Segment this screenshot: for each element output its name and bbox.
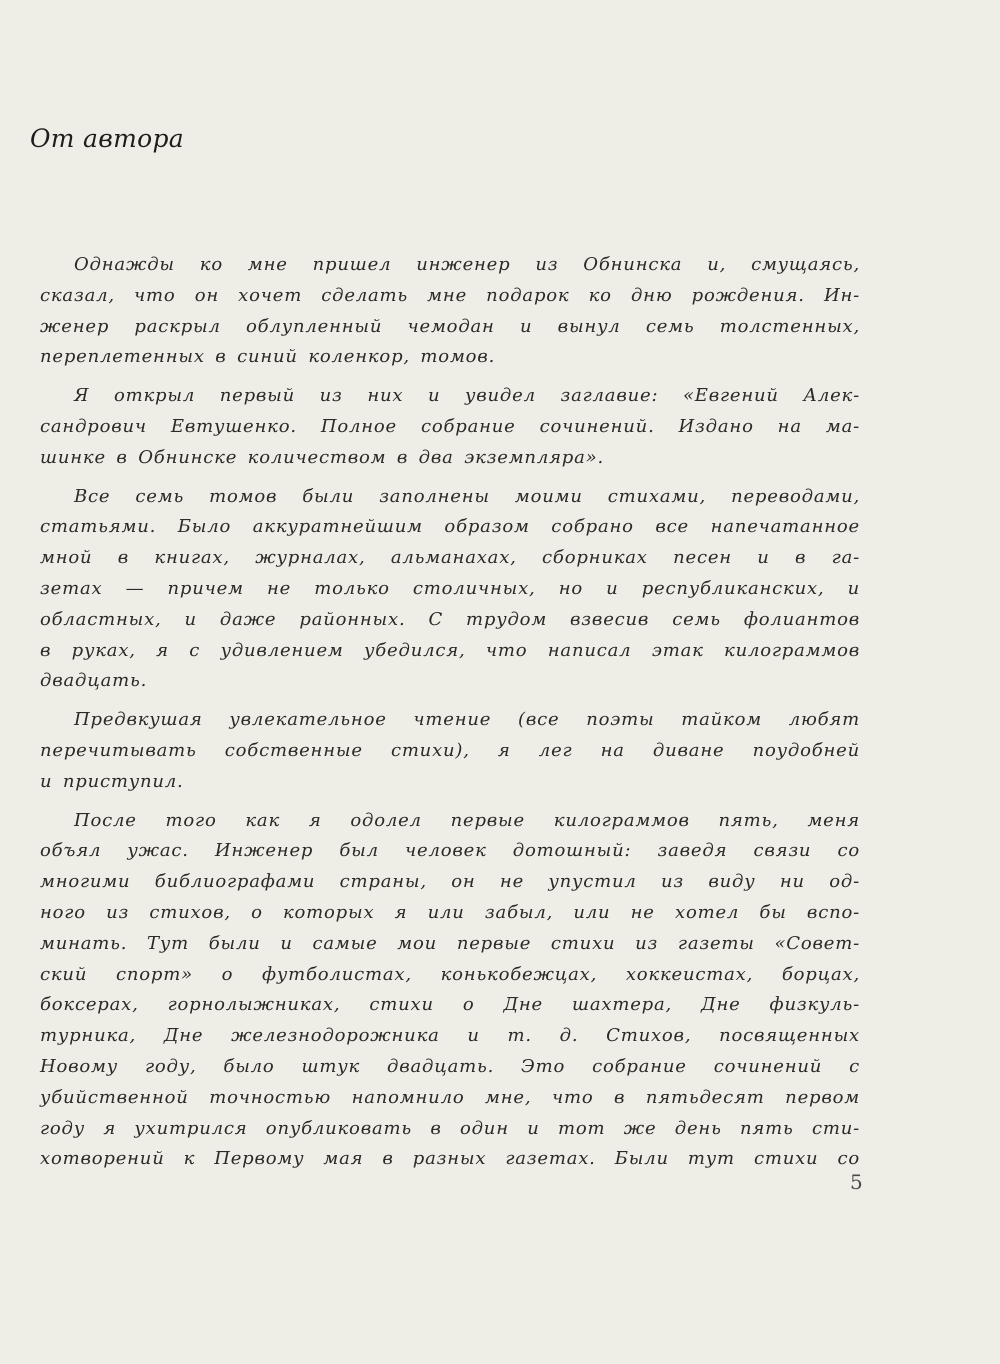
- text-line: боксерах, горнолыжниках, стихи о Дне шахтера, Дне физкуль-: [40, 994, 860, 1016]
- body-text: [40, 250, 860, 1183]
- text-line: женер раскрыл облупленный чемодан и вынул семь толстенных,: [40, 315, 860, 337]
- text-line: Все семь томов были заполнены моими стихами, переводами,: [74, 485, 860, 507]
- text-line: Предвкушая увлекательное чтение (все поэты тайком любят: [74, 709, 860, 731]
- text-line: турника, Дне железнодорожника и т. д. Стихов, посвященных: [40, 1025, 860, 1047]
- text-line: многими библиографами страны, он не упустил из виду ни од-: [40, 871, 860, 893]
- page-number: 5: [850, 1170, 863, 1194]
- text-line: переплетенных в синий коленкор, томов.: [40, 346, 496, 368]
- paragraph: [40, 705, 860, 797]
- paragraph: [40, 806, 860, 1176]
- text-line: сказал, что он хочет сделать мне подарок ко дню рождения. Ин-: [40, 284, 860, 306]
- text-line: областных, и даже районных. С трудом взвесив семь фолиантов: [40, 608, 860, 630]
- text-line: статьями. Было аккуратнейшим образом собрано все напечатанное: [40, 516, 860, 538]
- text-line: минать. Тут были и самые мои первые стихи из газеты «Совет-: [40, 932, 860, 954]
- text-line: ский спорт» о футболистах, конькобежцах, хоккеистах, борцах,: [40, 963, 860, 985]
- text-line: двадцать.: [40, 670, 148, 692]
- text-line: зетах — причем не только столичных, но и республиканских, и: [40, 577, 860, 599]
- paragraph: [40, 250, 860, 373]
- text-line: мной в книгах, журналах, альманахах, сборниках песен и в га-: [40, 547, 860, 569]
- text-line: Я открыл первый из них и увидел заглавие: «Евгений Алек-: [74, 385, 860, 407]
- paragraph: [40, 381, 860, 473]
- text-line: объял ужас. Инженер был человек дотошный: заведя связи со: [40, 840, 860, 862]
- paragraph: [40, 482, 860, 698]
- text-line: году я ухитрился опубликовать в один и тот же день пять сти-: [40, 1117, 860, 1139]
- text-line: перечитывать собственные стихи), я лег на диване поудобней: [40, 739, 860, 761]
- text-line: ного из стихов, о которых я или забыл, или не хотел бы вспо-: [40, 901, 860, 923]
- text-line: хотворений к Первому мая в разных газетах. Были тут стихи со: [40, 1148, 860, 1170]
- text-line: Однажды ко мне пришел инженер из Обнинска и, смущаясь,: [74, 254, 860, 275]
- text-line: в руках, я с удивлением убедился, что написал этак килограммов: [40, 639, 860, 661]
- text-line: убийственной точностью напомнило мне, что в пятьдесят первом: [40, 1086, 860, 1108]
- chapter-heading: От автора: [30, 124, 184, 153]
- text-line: После того как я одолел первые килограммов пять, меня: [74, 809, 860, 831]
- text-line: Новому году, было штук двадцать. Это собрание сочинений с: [40, 1055, 860, 1077]
- text-line: шинке в Обнинске количеством в два экземпляра».: [40, 446, 604, 468]
- text-line: и приступил.: [40, 770, 184, 792]
- text-line: сандрович Евтушенко. Полное собрание сочинений. Издано на ма-: [40, 415, 860, 437]
